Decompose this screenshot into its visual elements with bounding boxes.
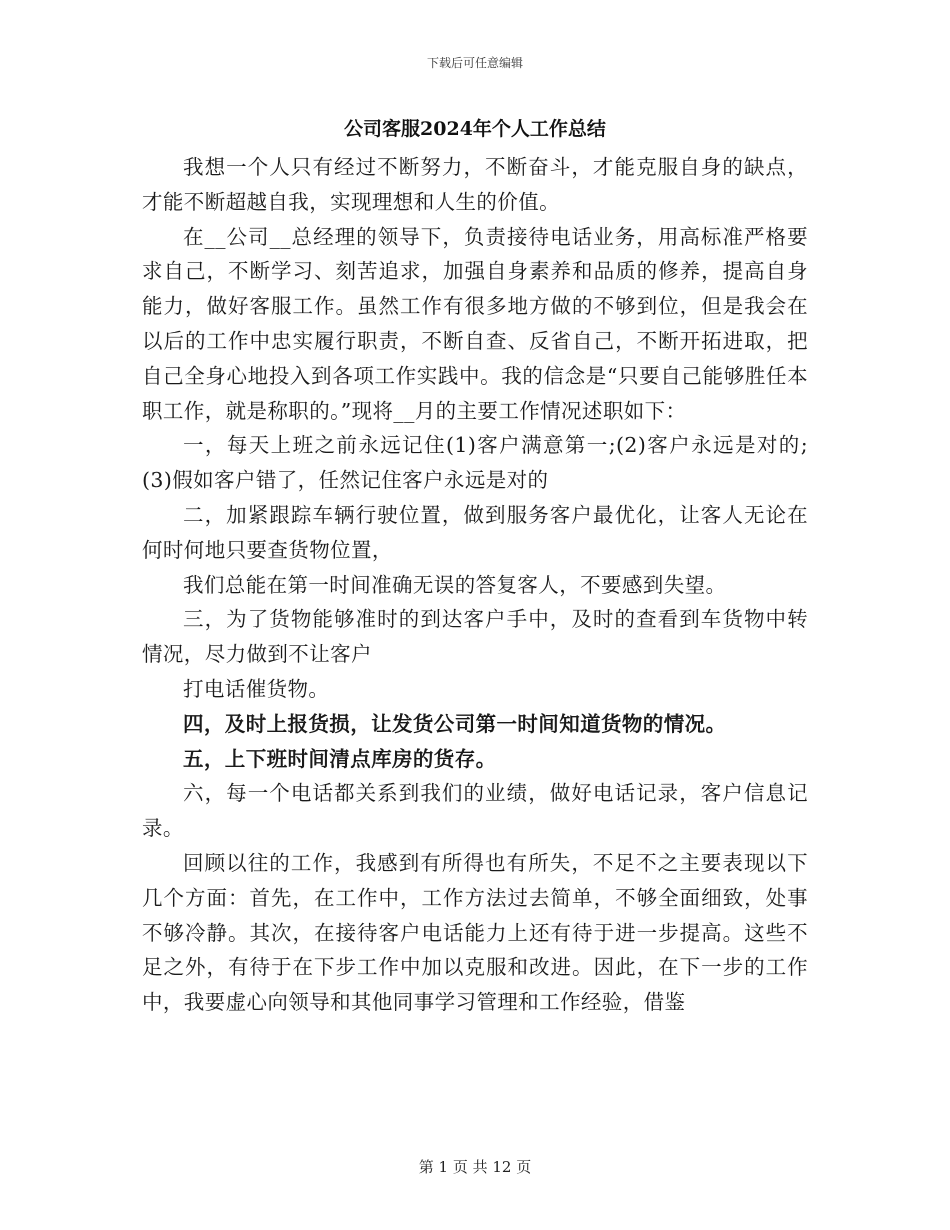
paragraph-item-3: 三，为了货物能够准时的到达客户手中，及时的查看到车货物中转情况，尽力做到不让客户 (142, 607, 808, 667)
paragraph-item-5: 五，上下班时间清点库房的货存。 (183, 746, 497, 771)
paragraph-item-6: 六，每一个电话都关系到我们的业绩，做好电话记录，客户信息记录。 (142, 781, 808, 841)
paragraph-overview: 在__公司__总经理的领导下，负责接待电话业务，用高标准严格要求自己，不断学习、刻苦追求，加强自身素养和品质的修养，提高自身能力，做好客服工作。虽然工作有很多地方做的不够到位，但是我会在以后的工作中忠实履行职责，不断自查、反省自己，不断开拓进取，把自己全身心地投入到各项工作实践中。我的信念是“只要自己能够胜任本职工作，就是称职的。”现将__月的主要工作情况述职如下： (142, 224, 808, 423)
paragraph-item-1: 一，每天上班之前永远记住(1)客户满意第一;(2)客户永远是对的;(3)假如客户错了，任然记住客户永远是对的 (142, 433, 808, 493)
page-indicator: 第 1 页 共 12 页 (418, 1158, 532, 1176)
paragraph-item-3-continued: 打电话催货物。 (183, 676, 330, 701)
header-note: 下载后可任意编辑 (426, 56, 523, 70)
document-title: 公司客服2024年个人工作总结 (344, 118, 606, 140)
paragraph-item-2-continued: 我们总能在第一时间准确无误的答复客人，不要感到失望。 (183, 572, 727, 597)
paragraph-intro: 我想一个人只有经过不断努力，不断奋斗，才能克服自身的缺点，才能不断超越自我，实现理想和人生的价值。 (142, 155, 808, 214)
paragraph-review: 回顾以往的工作，我感到有所得也有所失，不足不之主要表现以下几个方面：首先，在工作中，工作方法过去简单，不够全面细致，处事不够冷静。其次，在接待客户电话能力上还有待于进一步提高。这些不足之外，有待于在下步工作中加以克服和改进。因此，在下一步的工作中，我要虚心向领导和其他同事学习管理和工作经验，借鉴 (142, 850, 808, 1015)
paragraph-item-4: 四，及时上报货损，让发货公司第一时间知道货物的情况。 (183, 711, 727, 736)
document-body (142, 150, 808, 1020)
paragraph-item-2: 二，加紧跟踪车辆行驶位置，做到服务客户最优化，让客人无论在何时何地只要查货物位置， (142, 502, 808, 562)
